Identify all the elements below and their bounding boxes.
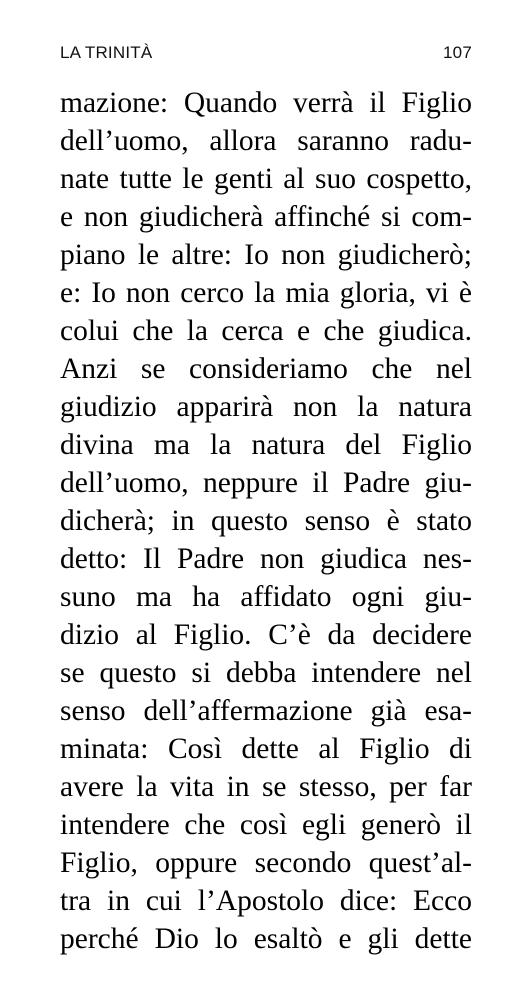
text-line: perché Dio lo esaltò e gli dette <box>60 923 472 955</box>
text-line: intendere che così egli generò il <box>60 809 472 841</box>
text-line: dell’uomo, allora saranno radu- <box>60 125 472 157</box>
text-line: minata: Così dette al Figlio di <box>60 733 472 765</box>
text-line: dell’uomo, neppure il Padre giu- <box>60 467 472 499</box>
text-line: mazione: Quando verrà il Figlio <box>60 87 472 119</box>
text-line: dicherà; in questo senso è stato <box>60 505 472 537</box>
page-number: 107 <box>443 43 472 62</box>
text-line: Figlio, oppure secondo quest’al- <box>60 847 472 879</box>
text-line: dizio al Figlio. C’è da decidere <box>60 619 472 651</box>
text-line: suno ma ha affidato ogni giu- <box>60 581 472 613</box>
text-line: divina ma la natura del Figlio <box>60 429 472 461</box>
text-line: nate tutte le genti al suo cospetto, <box>60 163 472 195</box>
running-title: LA TRINITÀ <box>60 43 153 62</box>
text-line: avere la vita in se stesso, per far <box>60 771 472 803</box>
text-line: detto: Il Padre non giudica nes- <box>60 543 472 575</box>
text-line: e non giudicherà affinché si com- <box>60 201 472 233</box>
text-line: piano le altre: Io non giudicherò; <box>60 239 472 271</box>
text-line: Anzi se consideriamo che nel <box>60 353 472 385</box>
running-head <box>60 43 472 67</box>
text-line: se questo si debba intendere nel <box>60 657 472 689</box>
text-line: senso dell’affermazione già esa- <box>60 695 472 727</box>
text-line: tra in cui l’Apostolo dice: Ecco <box>60 885 472 917</box>
text-line: colui che la cerca e che giudica. <box>60 315 472 347</box>
body-text <box>60 84 472 958</box>
text-line: e: Io non cerco la mia gloria, vi è <box>60 277 472 309</box>
text-line: giudizio apparirà non la natura <box>60 391 472 423</box>
